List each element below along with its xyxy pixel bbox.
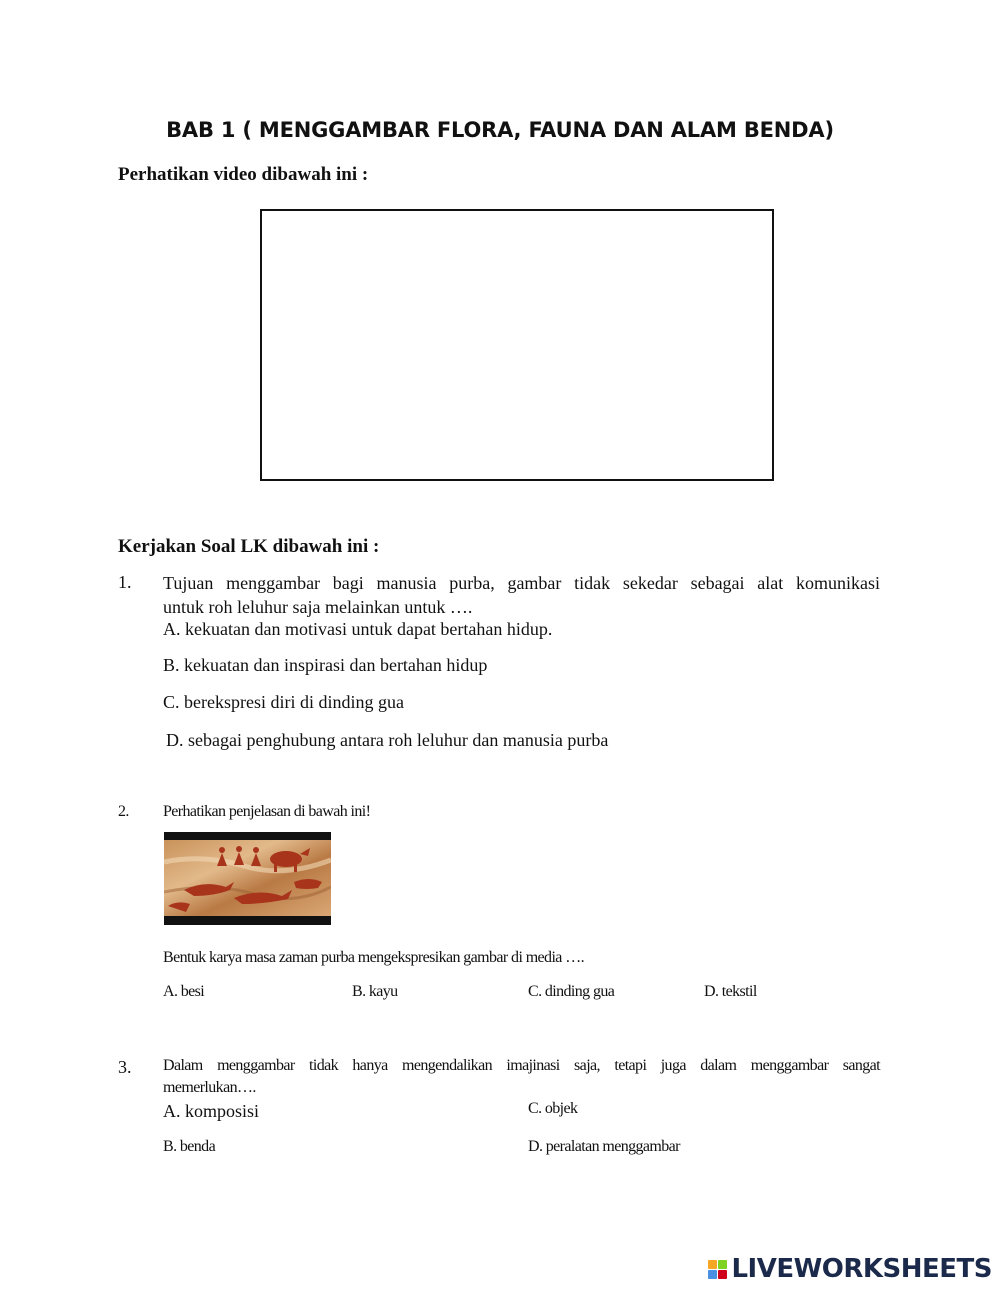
question-2-option-d[interactable]: D. tekstil [704, 983, 757, 1000]
question-2-number: 2. [118, 803, 129, 820]
questions-heading: Kerjakan Soal LK dibawah ini : [118, 536, 380, 557]
question-2-intro: Perhatikan penjelasan di bawah ini! [163, 803, 371, 820]
question-1-line-1: Tujuan menggambar bagi manusia purba, gambar tidak sekedar sebagai alat komunikasi [163, 573, 880, 593]
logo-mark-icon [708, 1260, 727, 1279]
question-3-line-2: memerlukan…. [163, 1079, 256, 1096]
question-1-number: 1. [118, 572, 132, 592]
question-1-option-b[interactable]: B. kekuatan dan inspirasi dan bertahan hidup [163, 655, 488, 675]
question-2-option-c[interactable]: C. dinding gua [528, 983, 615, 1000]
cave-painting-image [164, 832, 331, 925]
video-frame[interactable] [260, 209, 774, 481]
page-title: BAB 1 ( MENGGAMBAR FLORA, FAUNA DAN ALAM BENDA) [166, 118, 834, 142]
question-1-option-d[interactable]: D. sebagai penghubung antara roh leluhur dan manusia purba [166, 730, 609, 750]
question-1-option-a[interactable]: A. kekuatan dan motivasi untuk dapat bertahan hidup. [163, 619, 553, 639]
logo-text: LIVEWORKSHEETS [731, 1254, 992, 1284]
question-3-option-b[interactable]: B. benda [163, 1138, 216, 1155]
question-3-option-a[interactable]: A. komposisi [163, 1101, 260, 1121]
question-2-option-b[interactable]: B. kayu [352, 983, 398, 1000]
question-2-option-a[interactable]: A. besi [163, 983, 205, 1000]
question-3-option-d[interactable]: D. peralatan menggambar [528, 1138, 680, 1155]
question-3-number: 3. [118, 1057, 132, 1077]
video-heading: Perhatikan video dibawah ini : [118, 164, 369, 185]
question-3-line-1: Dalam menggambar tidak hanya mengendalikan imajinasi saja, tetapi juga dalam menggambar sangat [163, 1057, 880, 1074]
question-3-option-c[interactable]: C. objek [528, 1100, 578, 1117]
question-2-text: Bentuk karya masa zaman purba mengekspresikan gambar di media …. [163, 949, 584, 966]
question-1-line-2: untuk roh leluhur saja melainkan untuk …. [163, 597, 473, 617]
liveworksheets-logo [708, 1254, 992, 1284]
question-1-option-c[interactable]: C. berekspresi diri di dinding gua [163, 692, 404, 712]
